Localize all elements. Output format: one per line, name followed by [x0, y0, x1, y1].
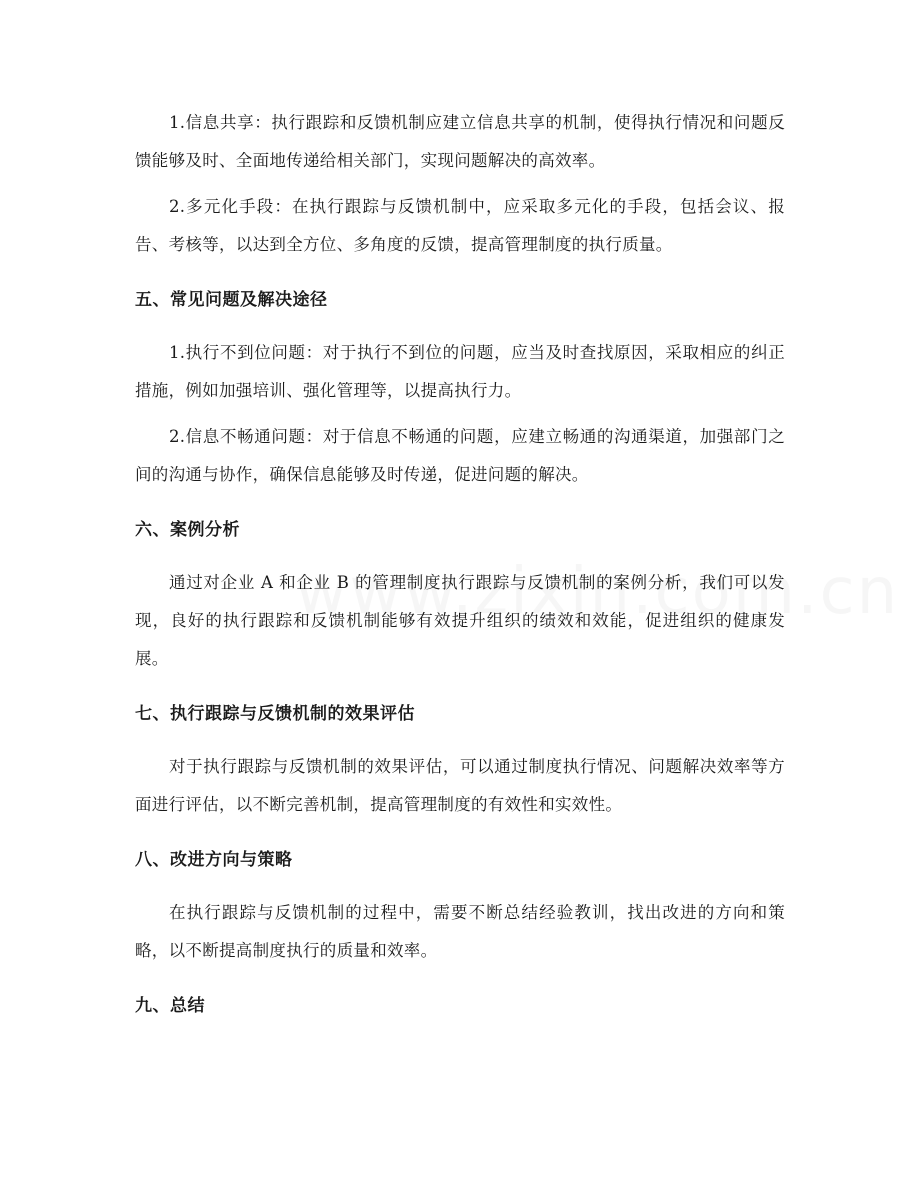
section-heading-case-analysis: 六、案例分析 — [135, 520, 240, 540]
paragraph-diversified-means: 2.多元化手段：在执行跟踪与反馈机制中，应采取多元化的手段，包括会议、报告、考核等，以达到全方位、多角度的反馈，提高管理制度的执行质量。 — [135, 197, 785, 254]
section-heading-summary: 九、总结 — [135, 996, 205, 1016]
paragraph-improvement: 在执行跟踪与反馈机制的过程中，需要不断总结经验教训，找出改进的方向和策略，以不断提高制度执行的质量和效率。 — [135, 903, 785, 960]
paragraph-effect-evaluation: 对于执行跟踪与反馈机制的效果评估，可以通过制度执行情况、问题解决效率等方面进行评估，以不断完善机制，提高管理制度的有效性和实效性。 — [135, 757, 785, 814]
section-heading-improvement: 八、改进方向与策略 — [135, 850, 293, 870]
paragraph-execution-problem: 1.执行不到位问题：对于执行不到位的问题，应当及时查找原因，采取相应的纠正措施，例如加强培训、强化管理等，以提高执行力。 — [135, 343, 785, 400]
paragraph-information-problem: 2.信息不畅通问题：对于信息不畅通的问题，应建立畅通的沟通渠道，加强部门之间的沟通与协作，确保信息能够及时传递，促进问题的解决。 — [135, 427, 785, 484]
section-heading-common-problems: 五、常见问题及解决途径 — [135, 290, 328, 310]
paragraph-info-sharing: 1.信息共享：执行跟踪和反馈机制应建立信息共享的机制，使得执行情况和问题反馈能够及时、全面地传递给相关部门，实现问题解决的高效率。 — [135, 113, 785, 170]
section-heading-effect-evaluation: 七、执行跟踪与反馈机制的效果评估 — [135, 704, 415, 724]
paragraph-case-analysis: 通过对企业 A 和企业 B 的管理制度执行跟踪与反馈机制的案例分析，我们可以发现，良好的执行跟踪和反馈机制能够有效提升组织的绩效和效能，促进组织的健康发展。 — [135, 573, 785, 668]
document-body — [135, 104, 785, 1040]
